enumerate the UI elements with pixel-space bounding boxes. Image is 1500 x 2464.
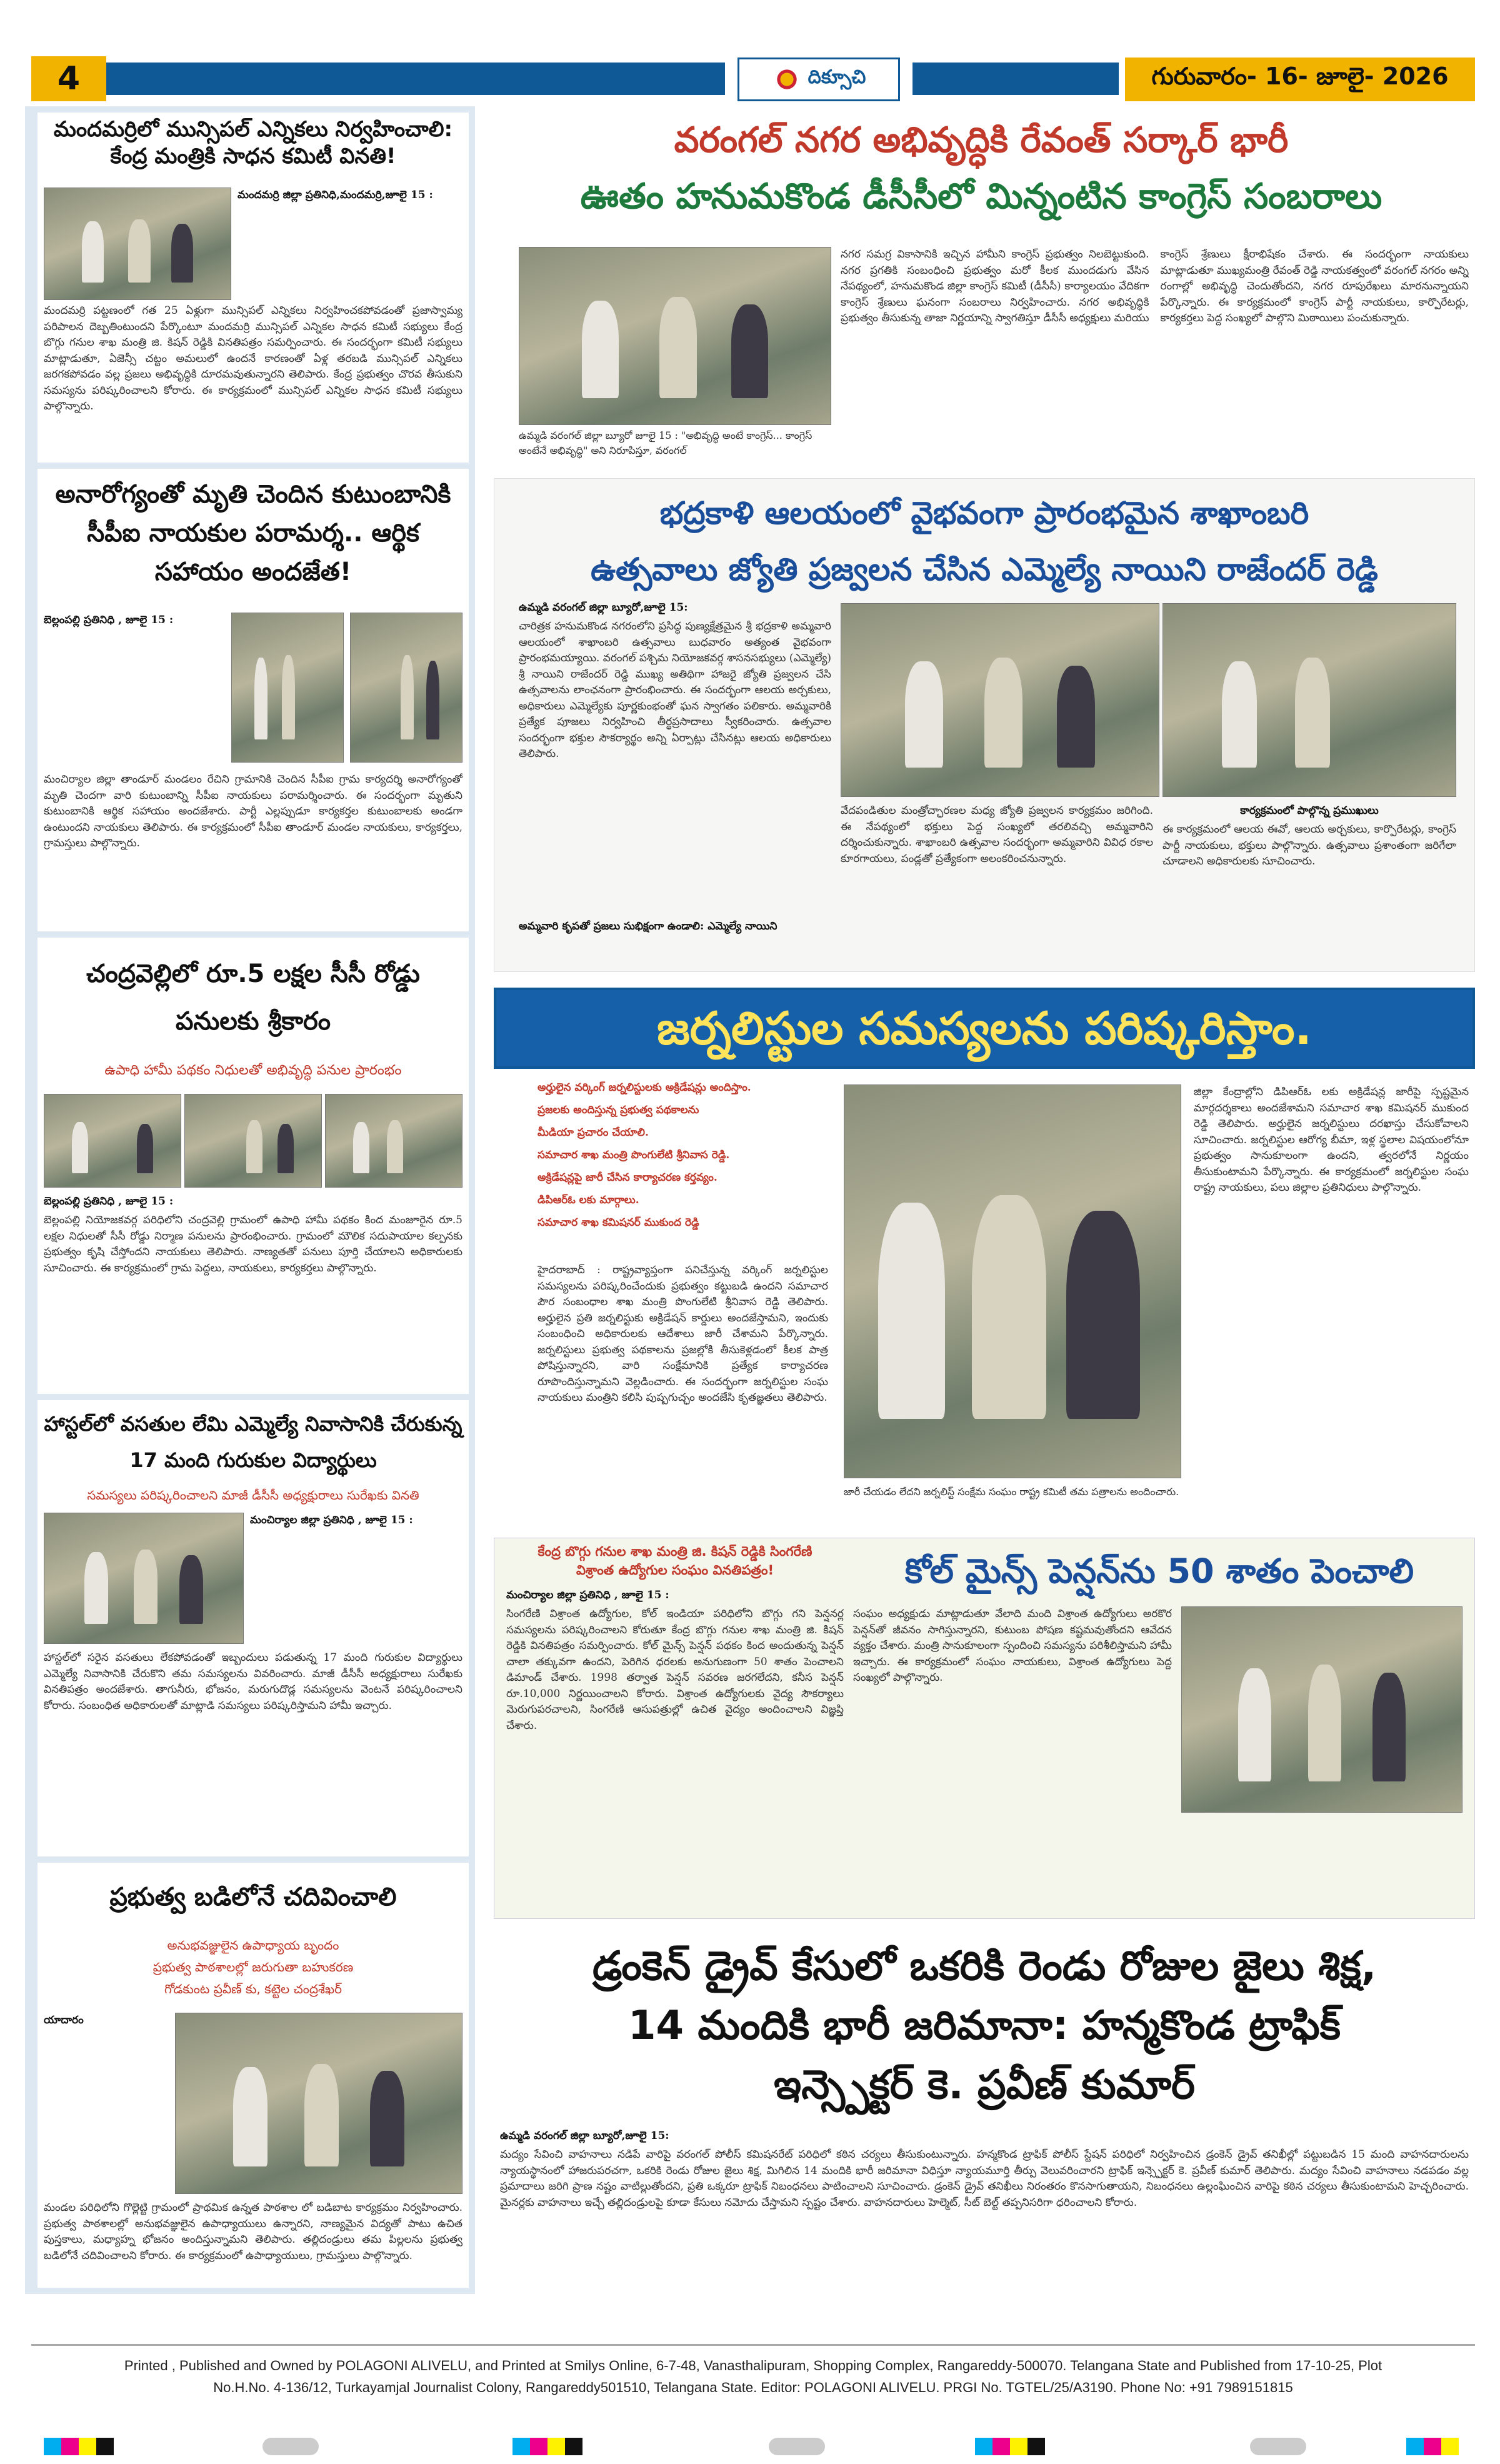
story-headline: మందమర్రిలో మున్సిపల్ ఎన్నికలు నిర్వహించాలి: కేంద్ర మంత్రికి సాధన కమిటీ వినతి! (53, 117, 453, 169)
story-municipal-elections (38, 113, 469, 463)
story-body: హాస్టల్‌లో సరైన వసతులు లేకపోవడంతో ఇబ్బందులు పడుతున్న 17 మంది గురుకుల విద్యార్థులు ఎమ్మెల్యే నివాసానికి చేరుకొని తమ సమస్యలను వివరించారు. మాజీ డీసీసీ అధ్యక్షురాలు సురేఖకు వినతిపత్రం అందజేశారు. తాగునీరు, భోజనం, మరుగుదొడ్ల సమస్యలను వెంటనే పరిష్కరించాలని కోరారు. సంబంధిత అధికారులతో మాట్లాడి సమస్యలు పరిష్కరిస్తామని హామీ ఇచ్చారు. (44, 1651, 462, 1712)
temple-body-3: ఈ కార్యక్రమంలో ఆలయ ఈవో, ఆలయ అర్చకులు, కార్పొరేటర్లు, కాంగ్రెస్ పార్టీ నాయకులు, భక్తులు పాల్గొన్నారు. ఉత్సవాలు ప్రశాంతంగా జరిగేలా చూడాలని అధికారులకు సూచించారు. (1162, 823, 1456, 868)
news-photo (184, 1094, 322, 1188)
traffic-body: మద్యం సేవించి వాహనాలు నడిపే వారిపై వరంగల్ పోలీస్ కమిషనరేట్ పరిధిలో కఠిన చర్యలు తీసుకుంటున్నారు. హన్మకొండ ట్రాఫిక్ పోలీస్ స్టేషన్ పరిధిలో నిర్వహించిన డ్రంకెన్ డ్రైవ్ తనిఖీల్లో పట్టుబడిన 15 మంది వాహనదారులను న్యాయస్థానంలో హాజరుపరచగా, ఒకరికి రెండు రోజుల జైలు శిక్ష, మిగిలిన 14 మందికి భారీ జరిమానా విధిస్తూ న్యాయమూర్తి తీర్పు వెలువరించారని ట్రాఫిక్ ఇన్స్పెక్టర్ కె. ప్రవీణ్ కుమార్ తెలిపారు. మద్యం సేవించి వాహనాలు నడపడం వల్ల ప్రమాదాలు జరిగి ప్రాణ నష్టం వాటిల్లుతోందని, ప్రతి ఒక్కరూ ట్రాఫిక్ నిబంధనలు పాటించాలని సూచించారు. డ్రంకెన్ డ్రైవ్ తనిఖీలు నిరంతరం కొనసాగుతాయని, నిబంధనలు ఉల్లంఘించిన వారిపై కఠిన చర్యలు తీసుకుంటామని హెచ్చరించారు. మైనర్లకు వాహనాలు ఇచ్చే తల్లిదండ్రులపై కూడా కేసులు నమోదు చేస్తామని స్పష్టం చేశారు. వాహనదారులు హెల్మెట్, సీట్ బెల్ట్ తప్పనిసరిగా ధరించాలని కోరారు. (500, 2148, 1469, 2209)
story-body: మంచిర్యాల జిల్లా తాండూర్ మండలం రేచిని గ్రామానికి చెందిన సీపీఐ గ్రామ కార్యదర్శి అనారోగ్యంతో మృతి చెందగా వారి కుటుంబాన్ని సీపీఐ నాయకులు పరామర్శించారు. ఈ సందర్భంగా మృతుని కుటుంబానికి ఆర్థిక సహాయం అందజేశారు. పార్టీ ఎల్లప్పుడూ కార్యకర్తల కుటుంబాలకు అండగా ఉంటుందని నాయకులు తెలిపారు. ఈ కార్యక్రమంలో సీపీఐ తాండూర్ మండల నాయకులు, కార్యకర్తలు, గ్రామస్తులు పాల్గొన్నారు. (44, 773, 462, 849)
header-bar-right (912, 63, 1119, 95)
journalists-photo (844, 1084, 1181, 1478)
news-photo (231, 613, 344, 763)
news-photo (44, 1513, 244, 1644)
story-subhead: గోడకుంట ప్రవీణ్ కు, కట్టెల చంద్రశేఖర్ (164, 1981, 342, 1996)
color-bar-cyan (1406, 2438, 1424, 2455)
story-cc-road (38, 938, 469, 1394)
registration-mark (1250, 2438, 1306, 2455)
color-bar-cyan (975, 2438, 992, 2455)
story-subhead: సమస్యలు పరిష్కరించాలని మాజీ డీసీసీ అధ్యక్షురాలు సురేఖకు వినతి (87, 1488, 419, 1503)
color-bar-magenta (530, 2438, 548, 2455)
temple-body-2: వేదపండితుల మంత్రోచ్ఛారణల మధ్య జ్యోతి ప్రజ్వలన కార్యక్రమం జరిగింది. ఈ నేపథ్యంలో భక్తులు పెద్ద సంఖ్యలో తరలివచ్చి అమ్మవారిని దర్శించుకున్నారు. శాఖాంబరి ఉత్సవాల సందర్భంగా అమ్మవారిని వివిధ రకాల కూరగాయలు, పండ్లతో ప్రత్యేకంగా అలంకరించనున్నారు. (841, 804, 1153, 865)
journalists-bullets (538, 1081, 825, 1256)
journalists-body: హైదరాబాద్ : రాష్ట్రవ్యాప్తంగా పనిచేస్తున్న వర్కింగ్ జర్నలిస్టుల సమస్యలను పరిష్కరించేందుకు ప్రభుత్వం కట్టుబడి ఉందని సమాచార పౌర సంబంధాల శాఖ మంత్రి పొంగులేటి శ్రీనివాస రెడ్డి తెలిపారు. అర్హులైన ప్రతి జర్నలిస్టుకు అక్రిడేషన్ కార్డులు అందజేస్తామని, ఇందుకు సంబంధించి అధికారులకు ఆదేశాలు జారీ చేశామని పేర్కొన్నారు. జర్నలిస్టులు ప్రభుత్వ పథకాలను ప్రజల్లోకి తీసుకెళ్లడంలో కీలక పాత్ర పోషిస్తున్నారని, వారి సంక్షేమానికి ప్రత్యేక కార్యాచరణ రూపొందిస్తున్నామని వెల్లడించారు. ఈ సందర్భంగా జర్నలిస్టుల సంఘ నాయకులు మంత్రిని కలిసి పుష్పగుచ్ఛం అందజేసి కృతజ్ఞతలు తెలిపారు. (538, 1264, 828, 1404)
journalists-banner: జర్నలిస్టుల సమస్యలను పరిష్కరిస్తాం. (657, 1002, 1312, 1054)
traffic-headline-line1: డ్రంకెన్ డ్రైవ్ కేసులో ఒకరికి రెండు రోజుల జైలు శిక్ష, (592, 1943, 1377, 1990)
story-headline: హాస్టల్‌లో వసతుల లేమి ఎమ్మెల్యే నివాసానికి చేరుకున్న 17 మంది గురుకుల విద్యార్థులు (44, 1412, 462, 1472)
coal-headline: కోల్ మైన్స్ పెన్షన్‌ను 50 శాతం పెంచాలి (904, 1551, 1414, 1591)
dateline: బెల్లంపల్లి ప్రతినిధి , జూలై 15 : (44, 614, 174, 626)
bullet-item: సమాచార శాఖ మంత్రి పొంగులేటి శ్రీనివాస రెడ్డి. (538, 1149, 730, 1161)
color-bar-cyan (44, 2438, 61, 2455)
story-body: మందమర్రి పట్టణంలో గత 25 ఏళ్లుగా మున్సిపల్ ఎన్నికలు నిర్వహించకపోవడంతో ప్రజాస్వామ్య పరిపాలన దెబ్బతింటుందని పేర్కొంటూ మందమర్రి మున్సిపల్ ఎన్నికల సాధన కమిటీ సభ్యులు కేంద్ర బొగ్గు గనుల శాఖ మంత్రి జి. కిషన్ రెడ్డికి వినతిపత్రం సమర్పించారు. ఈ సందర్భంగా కమిటీ సభ్యులు మాట్లాడుతూ, ఏజెన్సీ చట్టం అమలులో ఉందనే కారణంతో ఏళ్ల తరబడి మున్సిపల్ ఎన్నికలు జరగకపోవడం వల్ల ప్రజలు అభివృద్ధికి దూరమవుతున్నారని తెలిపారు. కేంద్ర ప్రభుత్వం చొరవ తీసుకుని సమస్యను పరిష్కరించాలని కోరారు. ఈ కార్యక్రమంలో మున్సిపల్ ఎన్నికల సాధన కమిటీ సభ్యులు పాల్గొన్నారు. (44, 304, 462, 413)
color-bar-magenta (61, 2438, 79, 2455)
temple-subhead-2: కార్యక్రమంలో పాల్గొన్న ప్రముఖులు (1240, 804, 1379, 817)
coal-tagline: విశ్రాంత ఉద్యోగుల సంఘం వినతిపత్రం! (576, 1563, 774, 1578)
masthead-logo (738, 58, 900, 101)
page-number: 4 (31, 56, 106, 101)
journalists-body-2: జిల్లా కేంద్రాల్లోని డిపిఆర్ఓ లకు అక్రిడేషన్ల జారీపై స్పష్టమైన మార్గదర్శకాలు అందజేశామని సమాచార శాఖ కమిషనర్ ముకుంద రెడ్డి తెలిపారు. అర్హులైన జర్నలిస్టులు దరఖాస్తు చేసుకోవాలని సూచించారు. జర్నలిస్టుల ఆరోగ్య బీమా, ఇళ్ల స్థలాల విషయంలోనూ ప్రభుత్వం సానుకూలంగా ఉందని, త్వరలోనే నిర్ణయం తీసుకుంటామని పేర్కొన్నారు. ఈ కార్యక్రమంలో జర్నలిస్టుల సంఘ రాష్ట్ర నాయకులు, పలు జిల్లాల ప్రతినిధులు పాల్గొన్నారు. (1194, 1086, 1469, 1194)
color-bar-yellow (1441, 2438, 1459, 2455)
imprint-line: No.H.No. 4-136/12, Turkayamjal Journalist Colony, Rangareddy501510, Telangana State. Editor: POLAGONI ALIVELU. PRGI No. TGTEL/25/A3190. Phone No: +91 7989151815 (213, 2380, 1293, 2396)
coal-tagline: కేంద్ర బొగ్గు గనుల శాఖ మంత్రి జి. కిషన్ రెడ్డికి సింగరేణి (538, 1544, 812, 1559)
imprint-line: Printed , Published and Owned by POLAGONI ALIVELU, and Printed at Smilys Online, 6-7-48, Vanasthalipuram, Shopping Complex, Rangareddy-500070. Telangana State and Published from 17-10-25, Plot (124, 2358, 1382, 2373)
color-bar-black (565, 2438, 582, 2455)
lead-photo (519, 247, 831, 425)
dateline: ఉమ్మడి వరంగల్ జిల్లా బ్యూరో,జూలై 15: (500, 2130, 669, 2142)
story-gurukul-students (38, 1400, 469, 1856)
lead-headline-line2: ఊతం హనుమకొండ డీసీసీలో మిన్నంటిన కాంగ్రెస్ సంబరాలు (580, 176, 1382, 217)
color-bar-cyan (512, 2438, 530, 2455)
traffic-headline-line2: 14 మందికి భారీ జరిమానా: హన్మకొండ ట్రాఫిక్ (628, 2003, 1341, 2049)
news-photo (44, 188, 231, 300)
dateline: బెల్లంపల్లి ప్రతినిధి , జూలై 15 : (44, 1195, 174, 1208)
dateline: మంచిర్యాల జిల్లా ప్రతినిధి , జూలై 15 : (250, 1514, 413, 1526)
temple-headline-line1: భద్రకాళి ఆలయంలో వైభవంగా ప్రారంభమైన శాఖాంబరి (659, 495, 1309, 531)
news-photo (325, 1094, 462, 1188)
coal-photo (1181, 1606, 1462, 1813)
temple-headline-line2: ఉత్సవాలు జ్యోతి ప్రజ్వలన చేసిన ఎమ్మెల్యే నాయిని రాజేందర్ రెడ్డి (591, 551, 1378, 588)
news-photo (175, 2013, 462, 2194)
story-subhead: అనుభవజ్ఞులైన ఉపాధ్యాయ బృందం (167, 1938, 339, 1953)
bullet-item: మీడియా ప్రచారం చేయాలి. (538, 1126, 649, 1139)
compass-icon (772, 64, 802, 94)
color-bar-yellow (548, 2438, 565, 2455)
coal-body: సింగరేణి విశ్రాంత ఉద్యోగుల, కోల్ ఇండియా పరిధిలోని బొగ్గు గని పెన్షనర్ల సమస్యలను పరిష్కరించాలని కోరుతూ కేంద్ర బొగ్గు గనుల శాఖ మంత్రి జి. కిషన్ రెడ్డికి వినతిపత్రం సమర్పించారు. కోల్ మైన్స్ పెన్షన్ పథకం కింద అందుతున్న పెన్షన్ చాలా తక్కువగా ఉందని, పెరిగిన ధరలకు అనుగుణంగా 50 శాతం పెంచాలని డిమాండ్ చేశారు. 1998 తర్వాత పెన్షన్ సవరణ జరగలేదని, కనీస పెన్షన్ రూ.10,000 నిర్ణయించాలని కోరారు. విశ్రాంత ఉద్యోగులకు వైద్య సౌకర్యాలు మెరుగుపరచాలని, సింగరేణి ఆసుపత్రుల్లో ఉచిత వైద్యం అందించాలని విజ్ఞప్తి చేశారు. (506, 1608, 844, 1732)
news-photo (350, 613, 462, 763)
paper-name: దిక్సూచి (808, 66, 866, 88)
color-bar-magenta (1424, 2438, 1441, 2455)
coal-body-2: సంఘం అధ్యక్షుడు మాట్లాడుతూ వేలాది మంది విశ్రాంత ఉద్యోగులు అరకొర పెన్షన్‌తో జీవనం సాగిస్తున్నారని, కుటుంబ పోషణ కష్టమవుతోందని ఆవేదన వ్యక్తం చేశారు. మంత్రి సానుకూలంగా స్పందించి సమస్యను పరిశీలిస్తామని హామీ ఇచ్చారు. ఈ కార్యక్రమంలో సంఘం నాయకులు, విశ్రాంత ఉద్యోగులు పెద్ద సంఖ్యలో పాల్గొన్నారు. (853, 1608, 1172, 1684)
story-subhead: ఉపాధి హామీ పథకం నిధులతో అభివృద్ధి పనుల ప్రారంభం (104, 1063, 402, 1078)
color-bar-yellow (1010, 2438, 1028, 2455)
dateline: ఉమ్మడి వరంగల్ జిల్లా బ్యూరో,జూలై 15: (519, 601, 688, 614)
bullet-item: ప్రజలకు అందిస్తున్న ప్రభుత్వ పథకాలను (538, 1104, 699, 1116)
story-govt-school (38, 1863, 469, 2288)
story-headline: ప్రభుత్వ బడిలోనే చదివించాలి (109, 1883, 397, 1911)
lead-caption: ఉమ్మడి వరంగల్ జిల్లా బ్యూరో జూలై 15 : "అభివృద్ధి అంటే కాంగ్రెస్... కాంగ్రెస్ అంటేనే అభివృద్ధి" అని నిరూపిస్తూ, వరంగల్ (519, 429, 812, 456)
registration-mark (262, 2438, 319, 2455)
imprint-footer (31, 2344, 1475, 2425)
story-subhead: ప్రభుత్వ పాఠశాలల్లో జరుగుతా బహుకరణ (152, 1960, 354, 1975)
story-headline: అనారోగ్యంతో మృతి చెందిన కుటుంబానికి సీపీఐ నాయకుల పరామర్శ.. ఆర్థిక సహాయం అందజేత! (55, 480, 451, 586)
temple-photo (841, 603, 1159, 797)
bullet-item: అక్రిడేషన్లపై జారీ చేసిన కార్యాచరణ కర్తవ్యం. (538, 1171, 718, 1184)
traffic-headline-line3: ఇన్స్పెక్టర్ కె. ప్రవీణ్ కుమార్ (774, 2062, 1195, 2108)
color-bar-yellow (79, 2438, 96, 2455)
journalists-caption: జారీ చేయడం లేదని జర్నలిస్ట్ సంక్షేమ సంఘం రాష్ట్ర కమిటీ తమ పత్రాలను అందించారు. (844, 1486, 1179, 1498)
temple-body: చారిత్రక హనుమకొండ నగరంలోని ప్రసిద్ధ పుణ్యక్షేత్రమైన శ్రీ భద్రకాళి అమ్మవారి ఆలయంలో శాఖాంబరి ఉత్సవాలు బుధవారం అత్యంత వైభవంగా ప్రారంభమయ్యాయి. వరంగల్ పశ్చిమ నియోజకవర్గ శాసనసభ్యులు (ఎమ్మెల్యే) శ్రీ నాయిని రాజేందర్ రెడ్డి ముఖ్య అతిథిగా హాజరై జ్యోతి ప్రజ్వలన చేసి ఉత్సవాలను లాంఛనంగా ప్రారంభించారు. ఈ సందర్భంగా ఆలయ అర్చకులు, అధికారులు ఎమ్మెల్యేకు పూర్ణకుంభంతో ఘన స్వాగతం పలికారు. అమ్మవారికి ప్రత్యేక పూజలు నిర్వహించి తీర్థప్రసాదాలు స్వీకరించారు. ఉత్సవాల సందర్భంగా భక్తుల సౌకర్యార్థం అన్ని ఏర్పాట్లు చేసినట్లు ఆలయ అధికారులు తెలిపారు. (519, 620, 831, 760)
story-body: మండల పరిధిలోని గొల్లెట్టి గ్రామంలో ప్రాథమిక ఉన్నత పాఠశాల లో బడిబాట కార్యక్రమం నిర్వహించారు. ప్రభుత్వ పాఠశాలల్లో అనుభవజ్ఞులైన ఉపాధ్యాయులు ఉన్నారని, నాణ్యమైన విద్యతో పాటు ఉచిత పుస్తకాలు, మధ్యాహ్న భోజనం అందిస్తున్నామని తెలిపారు. తల్లిదండ్రులు తమ పిల్లలను ప్రభుత్వ బడిలోనే చదివించాలని కోరారు. ఈ కార్యక్రమంలో ఉపాధ్యాయులు, గ్రామస్తులు పాల్గొన్నారు. (44, 2201, 462, 2262)
lead-body: నగర సమగ్ర వికాసానికి ఇచ్చిన హామీని కాంగ్రెస్ ప్రభుత్వం నిలబెట్టుకుంది. నగర ప్రగతికి సంబంధించి ప్రభుత్వం మరో కీలక ముందడుగు వేసిన నేపథ్యంలో, హనుమకొండ జిల్లా కాంగ్రెస్ కమిటీ (డీసీసీ) కార్యాలయం వేదికగా కాంగ్రెస్ శ్రేణులు ఘనంగా సంబరాలు నిర్వహించారు. నగర అభివృద్ధికి ప్రభుత్వం తీసుకున్న తాజా నిర్ణయాన్ని స్వాగతిస్తూ డీసీసీ అధ్యక్షులు మరియు కాంగ్రెస్ శ్రేణులు క్షీరాభిషేకం చేశారు. ఈ సందర్భంగా నాయకులు మాట్లాడుతూ ముఖ్యమంత్రి రేవంత్ రెడ్డి నాయకత్వంలో వరంగల్ నగరం అన్ని రంగాల్లో అభివృద్ధి చెందుతోందని, నగర రూపురేఖలు మారనున్నాయని పేర్కొన్నారు. ఈ కార్యక్రమంలో కాంగ్రెస్ పార్టీ నాయకులు, కార్పొరేటర్లు, కార్యకర్తలు పెద్ద సంఖ్యలో పాల్గొని మిఠాయిలు పంచుకున్నారు. (841, 248, 1469, 324)
temple-subhead: అమ్మవారి కృపతో ప్రజలు సుభిక్షంగా ఉండాలి: ఎమ్మెల్యే నాయిని (519, 920, 778, 933)
story-body: బెల్లంపల్లి నియోజకవర్గ పరిధిలోని చంద్రవెల్లి గ్రామంలో ఉపాధి హామీ పథకం కింద మంజూరైన రూ.5 లక్షల నిధులతో సీసీ రోడ్డు నిర్మాణ పనులను ప్రారంభించారు. గ్రామంలో మౌలిక సదుపాయాల కల్పనకు ప్రభుత్వం కృషి చేస్తోందని నాయకులు తెలిపారు. నాణ్యతతో పనులు పూర్తి చేయాలని అధికారులకు సూచించారు. ఈ కార్యక్రమంలో గ్రామ పెద్దలు, నాయకులు, కార్యకర్తలు పాల్గొన్నారు. (44, 1214, 462, 1275)
story-headline: చంద్రవెల్లిలో రూ.5 లక్షల సీసీ రోడ్డు పనులకు శ్రీకారం (86, 959, 420, 1036)
bullet-item: డిపిఆర్ఓ లకు మార్గాలు. (538, 1194, 639, 1206)
color-bar-black (1028, 2438, 1045, 2455)
bullet-item: సమాచార శాఖ కమిషనర్ ముకుంద రెడ్డి (538, 1216, 699, 1229)
dateline: మందమర్రి జిల్లా ప్రతినిధి,మందమర్రి,జూలై 15 : (238, 189, 433, 201)
color-bar-black (96, 2438, 114, 2455)
header-bar-left (106, 63, 725, 95)
registration-mark (769, 2438, 825, 2455)
dateline: యాదారం (44, 2014, 84, 2026)
bullet-item: అర్హులైన వర్కింగ్ జర్నలిస్టులకు అక్రిడేషన్లు అందిస్తాం. (538, 1081, 751, 1094)
issue-date: గురువారం- 16- జూలై- 2026 (1125, 58, 1475, 101)
temple-photo (1162, 603, 1456, 797)
story-cpi-condolence (38, 469, 469, 931)
lead-headline-line1: వరంగల్ నగర అభివృద్ధికి రేవంత్ సర్కార్ భారీ (674, 120, 1289, 161)
dateline: మంచిర్యాల జిల్లా ప్రతినిధి , జూలై 15 : (506, 1589, 669, 1601)
news-photo (44, 1094, 181, 1188)
color-bar-magenta (992, 2438, 1010, 2455)
